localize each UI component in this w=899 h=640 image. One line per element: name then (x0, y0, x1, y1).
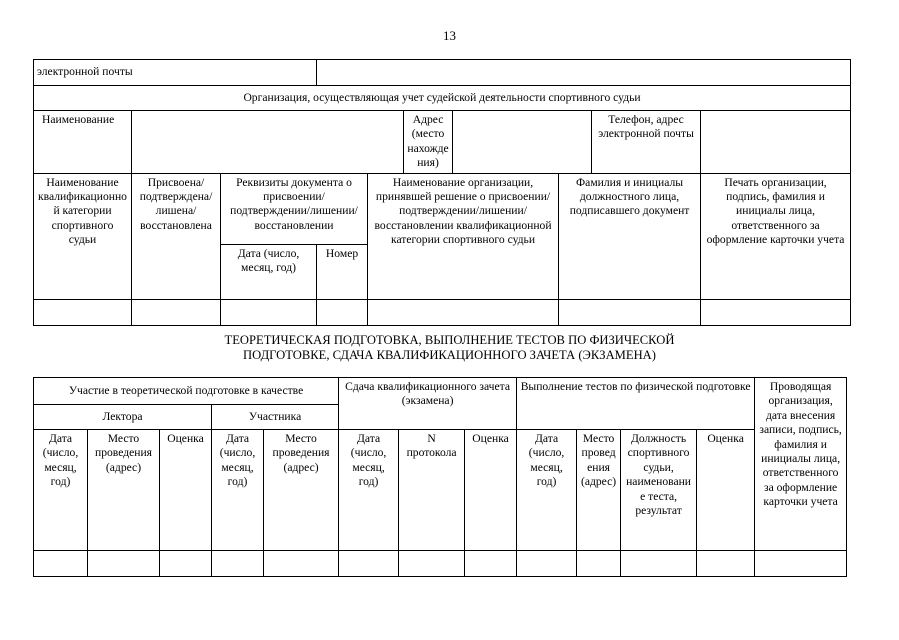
col-doc-number: Номер (317, 244, 368, 299)
exam-protocol: N протокола (399, 430, 465, 551)
data-cell (132, 299, 221, 325)
judge-category-table (33, 59, 851, 326)
email-label: электронной почты (34, 60, 317, 86)
exam-grade: Оценка (465, 430, 517, 551)
lecturer-grade: Оценка (160, 430, 212, 551)
col-category-name: Наименование квалификационной категории спортивного судьи (34, 173, 132, 299)
section-title (0, 333, 899, 363)
theory-header: Участие в теоретической подготовке в качестве (34, 378, 339, 405)
data-cell (517, 551, 577, 577)
data-cell (34, 551, 88, 577)
data-cell (339, 551, 399, 577)
col-seal: Печать организации, подпись, фамилия и инициалы лица, ответственного за оформление карточки учета (701, 173, 851, 299)
col-status: Присвоена/подтверждена/лишена/восстановлена (132, 173, 221, 299)
data-cell (621, 551, 697, 577)
tests-date: Дата (число, месяц, год) (517, 430, 577, 551)
data-cell (755, 551, 847, 577)
tests-grade: Оценка (697, 430, 755, 551)
data-cell (264, 551, 339, 577)
data-cell (160, 551, 212, 577)
page-number: 13 (443, 28, 456, 43)
lecturer-place: Место проведения (адрес) (88, 430, 160, 551)
section-title-line1: ТЕОРЕТИЧЕСКАЯ ПОДГОТОВКА, ВЫПОЛНЕНИЕ ТЕСТОВ ПО ФИЗИЧЕСКОЙ (224, 333, 675, 347)
data-cell (399, 551, 465, 577)
col-org-decision: Наименование организации, принявшей решение о присвоении/подтверждении/лишении/восстановлении квалификационной категории спортивного судьи (368, 173, 559, 299)
data-cell (317, 299, 368, 325)
data-cell (34, 299, 132, 325)
org-address-value (453, 111, 592, 174)
org-phone-value (701, 111, 851, 174)
col-doc-requisites: Реквизиты документа о присвоении/подтверждении/лишении/восстановлении (221, 173, 368, 244)
tests-position: Должность спортивного судьи, наименование теста, результат (621, 430, 697, 551)
org-name-value (132, 111, 404, 174)
data-cell (465, 551, 517, 577)
conducting-org-header: Проводящая организация, дата внесения записи, подпись, фамилия и инициалы лица, ответственного за оформление карточки учета (755, 378, 847, 551)
lecturer-header: Лектора (34, 405, 212, 430)
data-cell (559, 299, 701, 325)
org-address-label: Адрес (место нахождения) (404, 111, 453, 174)
lecturer-date: Дата (число, месяц, год) (34, 430, 88, 551)
col-official: Фамилия и инициалы должностного лица, подписавшего документ (559, 173, 701, 299)
exam-header: Сдача квалификационного зачета (экзамена) (339, 378, 517, 430)
data-cell (88, 551, 160, 577)
data-cell (212, 551, 264, 577)
training-table (33, 377, 847, 577)
tests-place: Место проведения (адрес) (577, 430, 621, 551)
participant-date: Дата (число, месяц, год) (212, 430, 264, 551)
data-cell (697, 551, 755, 577)
org-name-label: Наименование (34, 111, 132, 174)
email-value-cell (317, 60, 851, 86)
org-phone-label: Телефон, адрес электронной почты (592, 111, 701, 174)
section-title-line2: ПОДГОТОВКЕ, СДАЧА КВАЛИФИКАЦИОННОГО ЗАЧЕТА (ЭКЗАМЕНА) (243, 348, 656, 362)
participant-header: Участника (212, 405, 339, 430)
data-cell (701, 299, 851, 325)
participant-place: Место проведения (адрес) (264, 430, 339, 551)
col-doc-date: Дата (число, месяц, год) (221, 244, 317, 299)
data-cell (577, 551, 621, 577)
tests-header: Выполнение тестов по физической подготовке (517, 378, 755, 430)
data-cell (368, 299, 559, 325)
org-header: Организация, осуществляющая учет судейской деятельности спортивного судьи (34, 86, 851, 111)
exam-date: Дата (число, месяц, год) (339, 430, 399, 551)
data-cell (221, 299, 317, 325)
